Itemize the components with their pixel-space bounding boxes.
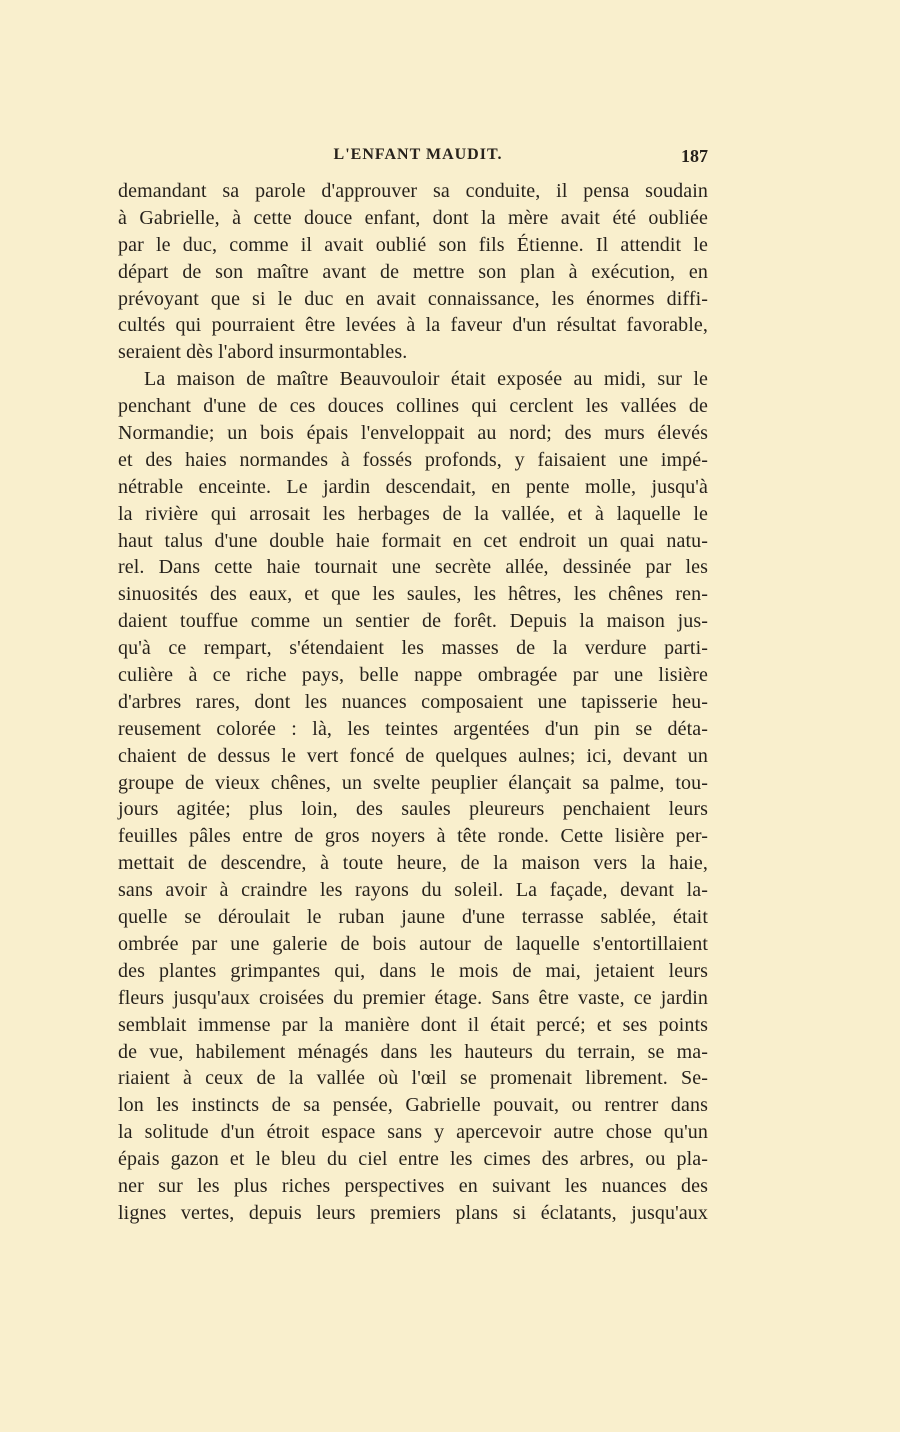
text-line: des plantes grimpantes qui, dans le mois de mai, jetaient leurs <box>118 959 708 982</box>
text-line: La maison de maître Beauvouloir était exposée au midi, sur le <box>144 368 708 391</box>
text-line: ombrée par une galerie de bois autour de laquelle s'entortillaient <box>118 932 708 955</box>
text-line: culière à ce riche pays, belle nappe ombragée par une lisière <box>118 664 708 687</box>
text-line: rel. Dans cette haie tournait une secrète allée, dessinée par les <box>118 556 708 579</box>
text-line: semblait immense par la manière dont il était percé; et ses points <box>118 1013 708 1036</box>
text-line: sans avoir à craindre les rayons du soleil. La façade, devant la- <box>118 879 708 902</box>
text-line: groupe de vieux chênes, un svelte peuplier élançait sa palme, tou- <box>118 771 708 794</box>
text-line: demandant sa parole d'approuver sa conduite, il pensa soudain <box>118 180 708 202</box>
text-line: qu'à ce rempart, s'étendaient les masses de la verdure parti- <box>118 637 708 660</box>
text-line: lignes vertes, depuis leurs premiers plans si éclatants, jusqu'aux <box>118 1201 708 1224</box>
running-title: L'ENFANT MAUDIT. <box>333 146 503 163</box>
text-line: nétrable enceinte. Le jardin descendait, en pente molle, jusqu'à <box>118 475 708 498</box>
text-line: par le duc, comme il avait oublié son fils Étienne. Il attendit le <box>118 233 708 256</box>
text-line: chaient de dessus le vert foncé de quelques aulnes; ici, devant un <box>118 744 708 767</box>
text-line: à Gabrielle, à cette douce enfant, dont la mère avait été oubliée <box>118 206 708 229</box>
text-line: Normandie; un bois épais l'enveloppait au nord; des murs élevés <box>118 422 708 445</box>
text-line: la solitude d'un étroit espace sans y apercevoir autre chose qu'un <box>118 1121 708 1144</box>
text-line: fleurs jusqu'aux croisées du premier étage. Sans être vaste, ce jardin <box>118 986 708 1009</box>
text-line: seraient dès l'abord insurmontables. <box>118 341 408 364</box>
text-line: reusement colorée : là, les teintes argentées d'un pin se déta- <box>118 717 708 740</box>
text-line: jours agitée; plus loin, des saules pleureurs penchaient leurs <box>118 798 708 821</box>
body-text <box>118 178 708 1227</box>
text-line: sinuosités des eaux, et que les saules, les hêtres, les chênes ren- <box>118 583 708 606</box>
text-line: d'arbres rares, dont les nuances composaient une tapisserie heu- <box>118 690 708 713</box>
text-line: ner sur les plus riches perspectives en suivant les nuances des <box>118 1174 708 1197</box>
text-line: et des haies normandes à fossés profonds, y faisaient une impé- <box>118 448 708 471</box>
text-line: riaient à ceux de la vallée où l'œil se promenait librement. Se- <box>118 1067 708 1090</box>
text-line: épais gazon et le bleu du ciel entre les cimes des arbres, ou pla- <box>118 1148 708 1171</box>
text-line: prévoyant que si le duc en avait connaissance, les énormes diffi- <box>118 287 708 310</box>
text-line: lon les instincts de sa pensée, Gabrielle pouvait, ou rentrer dans <box>118 1094 708 1117</box>
text-line: haut talus d'une double haie formait en cet endroit un quai natu- <box>118 529 708 552</box>
text-line: cultés qui pourraient être levées à la faveur d'un résultat favorable, <box>118 314 708 337</box>
text-line: la rivière qui arrosait les herbages de la vallée, et à laquelle le <box>118 502 708 525</box>
text-line: mettait de descendre, à toute heure, de la maison vers la haie, <box>118 852 708 875</box>
text-line: daient touffue comme un sentier de forêt. Depuis la maison jus- <box>118 610 708 633</box>
text-line: quelle se déroulait le ruban jaune d'une terrasse sablée, était <box>118 906 708 929</box>
text-line: feuilles pâles entre de gros noyers à tête ronde. Cette lisière per- <box>118 825 708 848</box>
page-number: 187 <box>681 146 708 166</box>
text-line: de vue, habilement ménagés dans les hauteurs du terrain, se ma- <box>118 1040 708 1063</box>
running-header <box>118 146 708 170</box>
text-line: penchant d'une de ces douces collines qui cerclent les vallées de <box>118 395 708 418</box>
text-line: départ de son maître avant de mettre son plan à exécution, en <box>118 260 708 283</box>
